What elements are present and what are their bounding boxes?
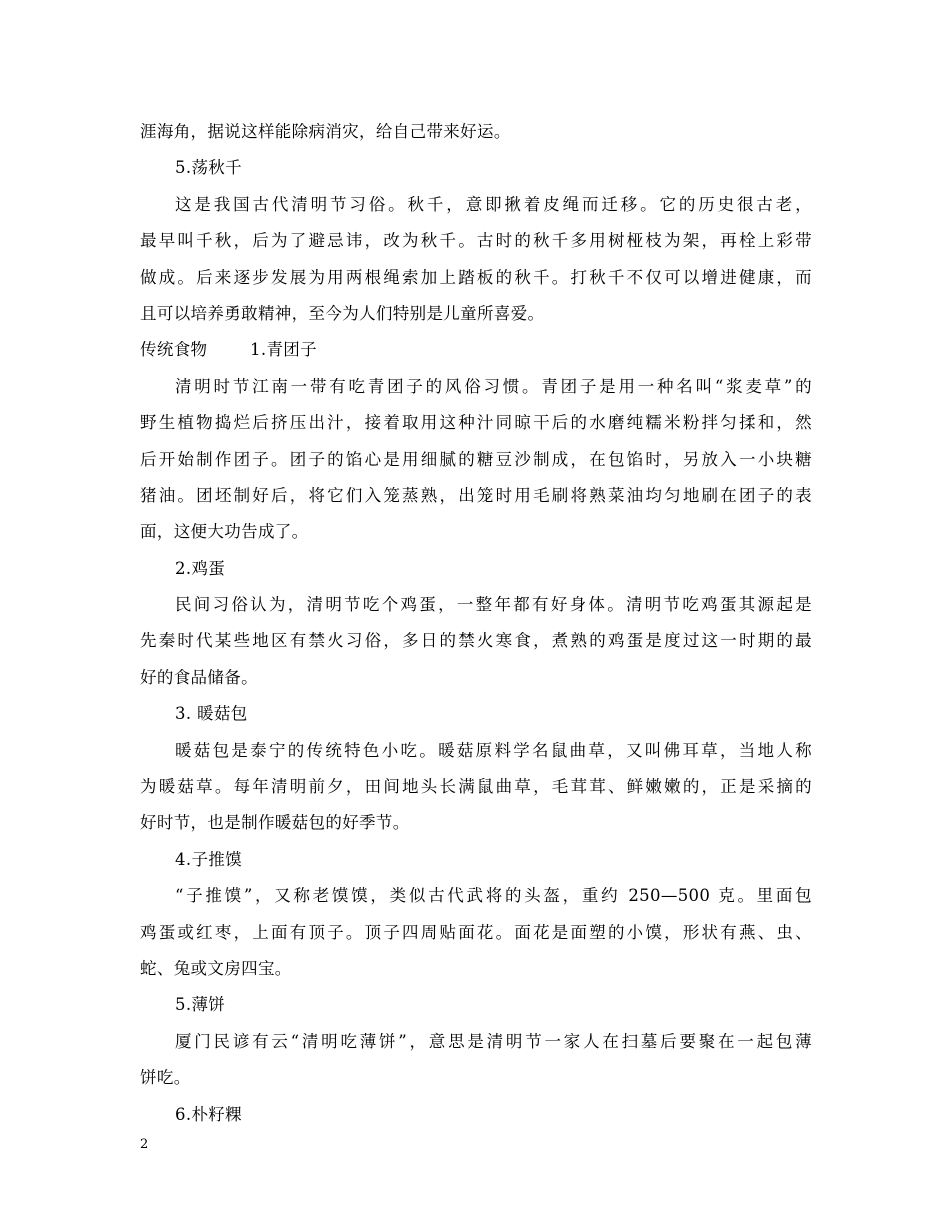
- text-line: 做成。后来逐步发展为用两根绳索加上踏板的秋千。打秋千不仅可以增进健康，而: [140, 267, 812, 287]
- text-line: 且可以培养勇敢精神，至今为人们特别是儿童所喜爱。: [140, 303, 545, 323]
- text-line: 暖菇包是泰宁的传统特色小吃。暖菇原料学名鼠曲草，又叫佛耳草，当地人称: [175, 740, 812, 760]
- text-line: 先秦时代某些地区有禁火习俗，多日的禁火寒食，煮熟的鸡蛋是度过这一时期的最: [140, 631, 812, 651]
- text-line: “子推馍”，又称老馍馍，类似古代武将的头盔，重约 250—500 克。里面包: [175, 886, 812, 906]
- text-line: 最早叫千秋，后为了避忌讳，改为秋千。古时的秋千多用树桠枝为架，再栓上彩带: [140, 231, 812, 251]
- heading-puzikuo: 6.朴籽粿: [175, 1104, 242, 1124]
- heading-bobing: 5.薄饼: [175, 995, 226, 1015]
- text-line: 为暖菇草。每年清明前夕，田间地头长满鼠曲草，毛茸茸、鲜嫩嫩的，正是采摘的: [140, 777, 812, 797]
- text-line: 蛇、兔或文房四宝。: [140, 958, 292, 978]
- text-line: 好的食品储备。: [140, 667, 258, 687]
- heading-swing: 5.荡秋千: [175, 158, 242, 178]
- heading-qingtuanzi: 1.青团子: [250, 340, 317, 360]
- paragraph-swing: [140, 187, 812, 333]
- text-line: 面，这便大功告成了。: [140, 522, 309, 542]
- section-label: 传统食物: [140, 340, 208, 360]
- text-line: 涯海角，据说这样能除病消灾，给自己带来好运。: [140, 122, 511, 141]
- text-line: 好时节，也是制作暖菇包的好季节。: [140, 813, 410, 833]
- body-text: [140, 114, 812, 1133]
- text-line: 猪油。团坯制好后，将它们入笼蒸熟，出笼时用毛刷将熟菜油均匀地刷在团子的表: [140, 485, 812, 505]
- paragraph-zituimo: [140, 878, 812, 987]
- heading-zituimo: 4.子推馍: [175, 849, 242, 869]
- text-line: 鸡蛋或红枣，上面有顶子。顶子四周贴面花。面花是面塑的小馍，形状有燕、虫、: [140, 922, 812, 942]
- text-line: 后开始制作团子。团子的馅心是用细腻的糖豆沙制成，在包馅时，另放入一小块糖: [140, 449, 812, 469]
- text-line: 清明时节江南一带有吃青团子的风俗习惯。青团子是用一种名叫“浆麦草”的: [175, 376, 812, 396]
- heading-egg: 2.鸡蛋: [175, 558, 226, 578]
- paragraph-nuangubao: [140, 733, 812, 842]
- paragraph-qingtuanzi: [140, 369, 812, 551]
- paragraph-continuation: [140, 114, 812, 150]
- text-line: 民间习俗认为，清明节吃个鸡蛋，一整年都有好身体。清明节吃鸡蛋其源起是: [175, 595, 812, 615]
- section-header-traditional-food: [140, 332, 812, 368]
- text-line: 厦门民谚有云“清明吃薄饼”，意思是清明节一家人在扫墓后要聚在一起包薄: [175, 1031, 812, 1051]
- text-line: 野生植物捣烂后挤压出汁，接着取用这种汁同晾干后的水磨纯糯米粉拌匀揉和，然: [140, 413, 812, 433]
- paragraph-egg: [140, 587, 812, 696]
- text-line: 饼吃。: [140, 1068, 191, 1088]
- paragraph-bobing: [140, 1024, 812, 1097]
- page-number: 2: [140, 1137, 149, 1152]
- heading-nuangubao: 3. 暖菇包: [175, 704, 248, 724]
- text-line: 这是我国古代清明节习俗。秋千，意即揪着皮绳而迁移。它的历史很古老，: [175, 194, 812, 214]
